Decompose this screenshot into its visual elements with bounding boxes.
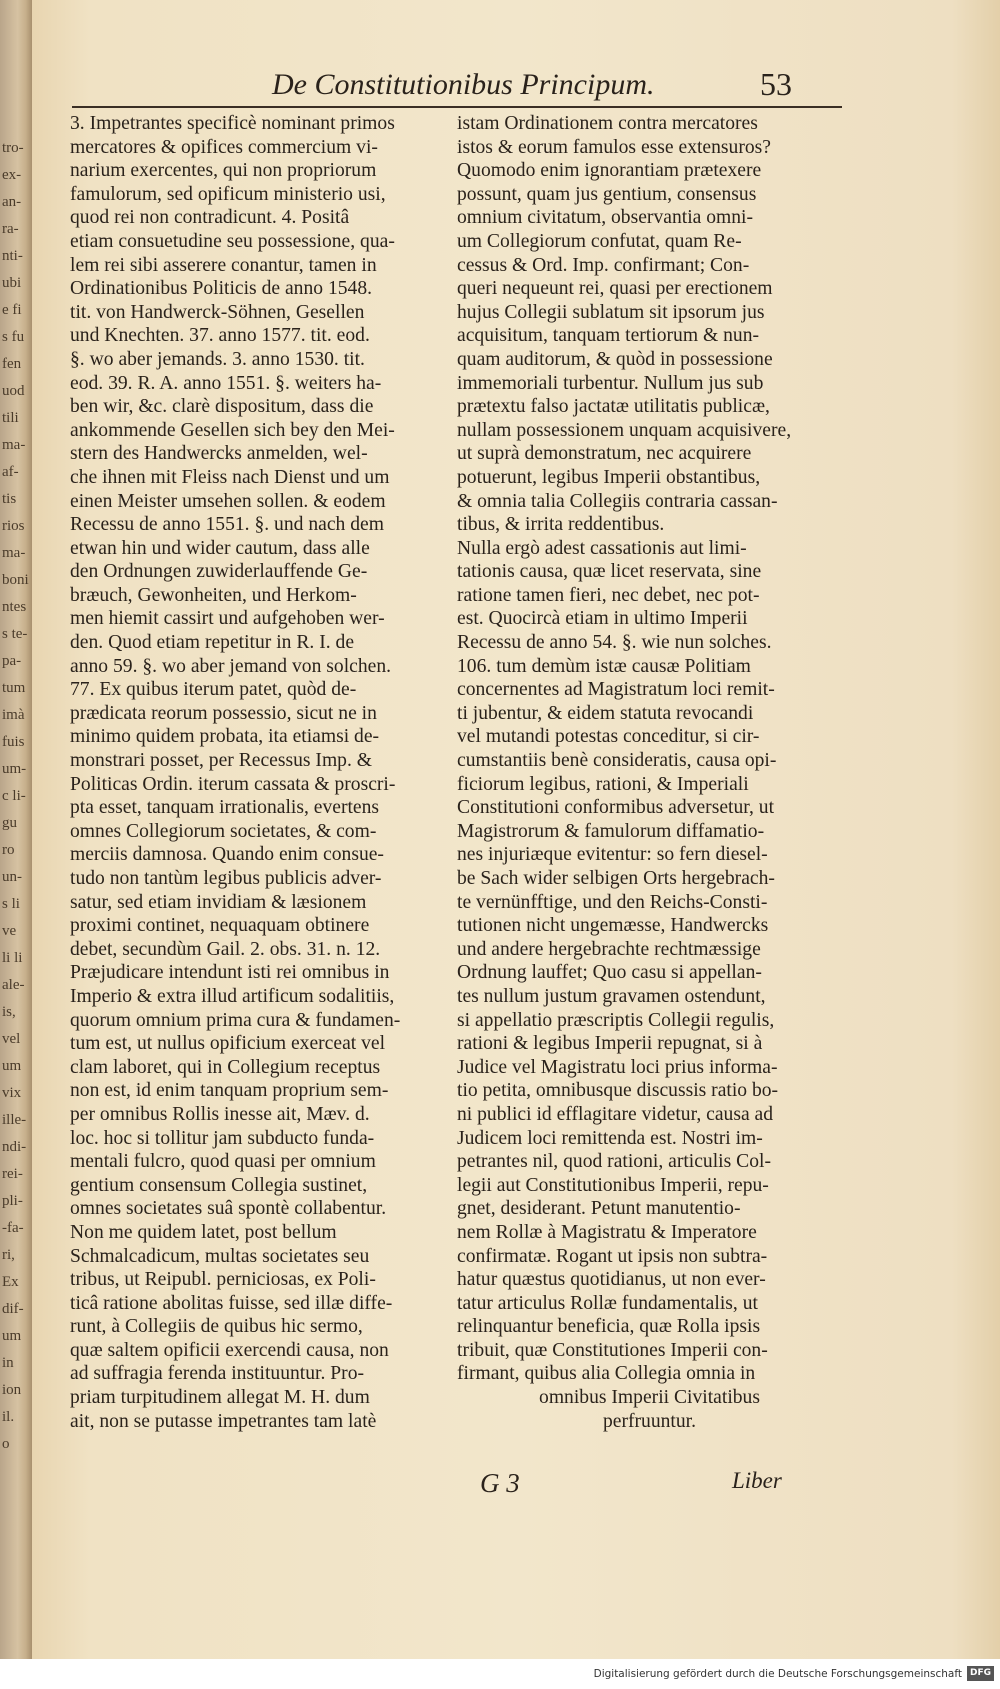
text-line: confirmatæ. Rogant ut ipsis non subtra- — [457, 1245, 768, 1267]
margin-fragment: um — [2, 1058, 22, 1074]
text-line: tudo non tantùm legibus publicis adver- — [70, 868, 382, 889]
dfg-logo: DFG — [967, 1666, 994, 1681]
text-line: men hiemit cassirt und aufgehoben wer- — [70, 608, 385, 630]
funding-note: Digitalisierung gefördert durch die Deutsche Forschungsgemeinschaft — [593, 1668, 962, 1680]
text-line: gentium consensum Collegia sustinet, — [70, 1174, 368, 1196]
margin-fragment: um- — [2, 761, 27, 777]
text-line: anno 59. §. wo aber jemand von solchen. — [70, 655, 392, 677]
text-line: Non me quidem latet, post bellum — [70, 1221, 337, 1243]
text-line: tutionen nicht ungemæsse, Handwercks — [457, 915, 769, 937]
text-line: ait, non se putasse impetrantes tam latè — [70, 1410, 377, 1432]
margin-fragment: ro — [2, 842, 15, 858]
text-line: che ihnen mit Fleiss nach Dienst und um — [70, 466, 390, 488]
text-line: merciis damnosa. Quando enim consue- — [70, 844, 384, 866]
text-line: einen Meister umsehen sollen. & eodem — [70, 490, 386, 512]
margin-fragment: ndi- — [2, 1139, 27, 1155]
margin-fragment: tili — [2, 410, 19, 426]
margin-fragment: fen — [2, 356, 22, 372]
text-line: runt, à Collegiis de quibus hic sermo, — [70, 1316, 363, 1338]
text-line: tationis causa, quæ licet reservata, sine — [457, 561, 762, 583]
text-line: immemoriali turbentur. Nullum jus sub — [457, 372, 764, 394]
margin-fragment: un- — [2, 869, 22, 885]
text-line: & omnia talia Collegiis contraria cassan- — [457, 490, 778, 512]
margin-fragment: ri, — [2, 1247, 15, 1263]
text-line: den. Quod etiam repetitur in R. I. de — [70, 632, 355, 654]
text-line: und andere hergebrachte rechtmæssige — [457, 938, 761, 960]
margin-fragment: rios — [2, 518, 25, 534]
text-line: Judice vel Magistratu loci prius informa- — [457, 1056, 778, 1078]
text-line: prætextu falso jactatæ utilitatis publicæ, — [457, 396, 770, 418]
text-line: ad suffragia ferenda instituuntur. Pro- — [70, 1363, 365, 1385]
page-number: 53 — [760, 66, 792, 102]
text-line: possunt, quam jus gentium, consensus — [457, 183, 757, 205]
text-line: clam laboret, qui in Collegium receptus — [70, 1056, 381, 1078]
text-line: ratione tamen fieri, nec debet, nec pot- — [457, 584, 760, 606]
text-line: minimo quidem probata, ita etiamsi de- — [70, 726, 380, 748]
text-line: famulorum, sed opificum ministerio usi, — [70, 183, 386, 205]
margin-fragment: in — [2, 1355, 14, 1371]
text-line: etiam consuetudine seu possessione, qua- — [70, 230, 395, 252]
margin-fragment: um — [2, 1328, 22, 1344]
left-column — [70, 112, 440, 1433]
margin-fragment: s te- — [2, 626, 28, 642]
text-line: tribuit, quæ Constitutiones Imperii con- — [457, 1339, 768, 1361]
margin-fragment: gu — [2, 815, 17, 831]
text-line: petrantes nil, quod rationi, articulis Col- — [457, 1151, 771, 1173]
text-line: tit. von Handwerck-Söhnen, Gesellen — [70, 301, 365, 323]
text-line: nes injuriæque evitentur: so fern diesel- — [457, 844, 768, 866]
signature-mark: G 3 — [480, 1468, 520, 1498]
text-line: acquisitum, tanquam tertiorum & nun- — [457, 325, 760, 347]
previous-page-edge — [0, 0, 32, 1659]
text-line: rationi & legibus Imperii repugnat, si à — [457, 1033, 763, 1055]
text-line: concernentes ad Magistratum loci remit- — [457, 679, 775, 701]
text-line: omnibus Imperii Civitatibus — [539, 1387, 760, 1409]
text-line: tatur articulus Rollæ fundamentalis, ut — [457, 1292, 758, 1314]
margin-fragment: ille- — [2, 1112, 27, 1128]
text-line: quod rei non contradicunt. 4. Positâ — [70, 207, 350, 229]
text-line: tibus, & irrita reddentibus. — [457, 514, 665, 536]
margin-fragment: dif- — [2, 1301, 24, 1317]
text-line: Recessu de anno 54. §. wie nun solches. — [457, 632, 772, 654]
text-line: firmant, quibus alia Collegia omnia in — [457, 1363, 756, 1385]
text-line: ankommende Gesellen sich bey den Mei- — [70, 419, 395, 441]
text-line: etwan hin und wider cautum, dass alle — [70, 537, 370, 559]
text-line: non est, id enim tanquam proprium sem- — [70, 1080, 389, 1102]
margin-fragment: vix — [2, 1085, 22, 1101]
text-line: nem Rollæ à Magistratu & Imperatore — [457, 1221, 757, 1243]
text-line: perfruuntur. — [602, 1410, 697, 1432]
text-line: queri nequeunt rei, quasi per erectionem — [457, 278, 773, 300]
text-line: Nulla ergò adest cassationis aut limi- — [457, 537, 747, 559]
margin-fragment: c li- — [2, 788, 26, 804]
margin-fragment: ma- — [2, 545, 26, 561]
margin-fragment: ex- — [2, 167, 22, 183]
text-line: debet, secundùm Gail. 2. obs. 31. n. 12. — [70, 938, 381, 960]
text-line: est. Quocircà etiam in ultimo Imperii — [457, 608, 748, 630]
text-line: den Ordnungen zuwiderlauffende Ge- — [70, 561, 368, 583]
text-line: si appellatio præscriptis Collegii regulis, — [457, 1009, 775, 1031]
text-line: quorum omnium prima cura & fundamen- — [70, 1009, 401, 1031]
text-line: eod. 39. R. A. anno 1551. §. weiters ha- — [70, 372, 382, 394]
text-line: omnes societates suâ spontè collabentur. — [70, 1198, 387, 1220]
margin-fragment: ma- — [2, 437, 26, 453]
text-line: Schmalcadicum, multas societates seu — [70, 1245, 370, 1267]
text-line: 3. Impetrantes specificè nominant primos — [70, 113, 395, 134]
text-line: Quomodo enim ignorantiam prætexere — [457, 160, 762, 182]
text-line: be Sach wider selbigen Orts hergebrach- — [457, 868, 775, 889]
text-line: Imperio & extra illud artificum sodalitiis, — [70, 985, 395, 1007]
margin-fragment: tis — [2, 491, 17, 507]
header-rule — [72, 106, 842, 108]
text-line: §. wo aber jemands. 3. anno 1530. tit. — [70, 348, 365, 370]
book-page — [32, 0, 1000, 1659]
text-line: Constitutioni conformibus adversetur, ut — [457, 797, 775, 819]
margin-fragment: boni — [2, 572, 29, 588]
margin-fragment: tro- — [2, 140, 24, 156]
text-line: proximi continet, nequaquam obtinere — [70, 915, 370, 937]
text-line: per omnibus Rollis inesse ait, Mæv. d. — [70, 1103, 370, 1125]
text-line: ni publici id efflagitare videtur, causa ad — [457, 1103, 774, 1125]
text-line: 77. Ex quibus iterum patet, quòd de- — [70, 679, 357, 701]
text-line: stern des Handwercks anmelden, wel- — [70, 443, 368, 465]
text-line: 106. tum demùm istæ causæ Politiam — [457, 655, 751, 677]
text-line: istos & eorum famulos esse extensuros? — [457, 136, 771, 158]
margin-fragment: ve — [2, 923, 17, 939]
text-line: nullam possessionem unquam acquisivere, — [457, 419, 792, 441]
margin-fragment: uod — [2, 383, 25, 399]
text-line: hatur quæstus quotidianus, ut non ever- — [457, 1269, 766, 1291]
text-line: quæ saltem opificii exercendi causa, non — [70, 1339, 389, 1361]
text-line: Magistrorum & famulorum diffamatio- — [457, 820, 765, 842]
right-column — [457, 112, 842, 1433]
margin-fragment: is, — [2, 1004, 16, 1020]
margin-fragment: fuis — [2, 734, 25, 750]
text-line: hujus Collegii sublatum sit ipsorum jus — [457, 301, 765, 323]
footer-bar — [0, 1659, 1000, 1689]
margin-fragment: il. — [2, 1409, 15, 1425]
text-line: legii aut Constitutionibus Imperii, repu- — [457, 1174, 769, 1196]
text-line: lem rei sibi asserere conantur, tamen in — [70, 254, 377, 276]
margin-fragment: s fu — [2, 329, 25, 345]
margin-fragment: s li — [2, 896, 20, 912]
margin-fragment: tum — [2, 680, 26, 696]
text-line: cessus & Ord. Imp. confirmant; Con- — [457, 254, 750, 276]
margin-fragment: pli- — [2, 1193, 23, 1209]
text-line: istam Ordinationem contra mercatores — [457, 113, 758, 134]
margin-fragment: ion — [2, 1382, 22, 1398]
text-line: ben wir, &c. clarè dispositum, dass die — [70, 396, 374, 418]
margin-fragment: ale- — [2, 977, 25, 993]
text-line: tio petita, omnibusque discussis ratio bo- — [457, 1080, 779, 1102]
text-line: quam auditorum, & quòd in possessione — [457, 348, 773, 370]
text-line: Præjudicare intendunt isti rei omnibus in — [70, 962, 390, 984]
text-line: Recessu de anno 1551. §. und nach dem — [70, 514, 384, 536]
margin-fragment: Ex — [2, 1274, 19, 1290]
margin-fragment: ra- — [2, 221, 19, 237]
text-line: priam turpitudinem allegat M. H. dum — [70, 1387, 370, 1409]
text-line: tribus, ut Reipubl. perniciosas, ex Poli- — [70, 1269, 376, 1291]
text-line: ti jubentur, & eidem statuta revocandi — [457, 702, 754, 724]
margin-fragment: ubi — [2, 275, 22, 291]
margin-fragment: -fa- — [2, 1220, 24, 1236]
text-line: te vernünfftige, und den Reichs-Consti- — [457, 891, 768, 913]
text-line: tes nullum justum gravamen ostendunt, — [457, 985, 766, 1007]
text-line: omnes Collegiorum societates, & com- — [70, 820, 377, 842]
text-line: Ordnung lauffet; Quo casu si appellan- — [457, 962, 762, 984]
margin-fragment: e fi — [2, 302, 22, 318]
text-line: tum est, ut nullus opificium exerceat vel — [70, 1033, 386, 1055]
margin-fragment: pa- — [2, 653, 22, 669]
text-line: omnium civitatum, observantia omni- — [457, 207, 754, 229]
text-line: vel mutandi potestas conceditur, si cir- — [457, 726, 760, 748]
catchword: Liber — [732, 1468, 782, 1493]
margin-fragment: o — [2, 1436, 10, 1452]
running-title: De Constitutionibus Principum. — [272, 68, 655, 101]
text-line: satur, sed etiam invidiam & læsionem — [70, 891, 367, 913]
text-line: monstrari posset, per Recessus Imp. & — [70, 750, 373, 772]
margin-fragment: imà — [2, 707, 25, 723]
text-line: pta esset, tanquam irrationalis, evertens — [70, 797, 380, 819]
text-line: prædicata reorum possessio, sicut ne in — [70, 702, 377, 724]
text-line: cumstantiis benè consideratis, causa opi- — [457, 750, 777, 772]
text-line: Politicas Ordin. iterum cassata & proscri- — [70, 773, 396, 795]
margin-fragment: li li — [2, 950, 23, 966]
text-line: und Knechten. 37. anno 1577. tit. eod. — [70, 325, 370, 347]
text-line: narium exercentes, qui non propriorum — [70, 160, 377, 182]
text-line: bræuch, Gewonheiten, und Herkom- — [70, 584, 357, 606]
text-line: ficiorum legibus, rationi, & Imperiali — [457, 773, 749, 795]
margin-fragment: vel — [2, 1031, 21, 1047]
text-line: relinquantur beneficia, quæ Rolla ipsis — [457, 1316, 761, 1338]
margin-fragment: rei- — [2, 1166, 23, 1182]
margin-fragment: nti- — [2, 248, 23, 264]
margin-fragment: an- — [2, 194, 22, 210]
margin-fragment: ntes — [2, 599, 27, 615]
text-line: um Collegiorum confutat, quam Re- — [457, 230, 742, 252]
text-line: Judicem loci remittenda est. Nostri im- — [457, 1127, 763, 1149]
text-line: mentali fulcro, quod quasi per omnium — [70, 1151, 376, 1173]
text-line: mercatores & opifices commercium vi- — [70, 136, 378, 158]
text-line: Ordinationibus Politicis de anno 1548. — [70, 278, 373, 300]
text-line: gnet, desiderant. Petunt manutentio- — [457, 1198, 741, 1220]
margin-fragment: af- — [2, 464, 19, 480]
text-line: potuerunt, legibus Imperii obstantibus, — [457, 466, 761, 488]
text-line: ticâ ratione abolitas fuisse, sed illæ diffe- — [70, 1292, 393, 1314]
text-line: loc. hoc si tollitur jam subducto funda- — [70, 1127, 375, 1149]
text-line: ut suprà demonstratum, nec acquirere — [457, 443, 752, 465]
